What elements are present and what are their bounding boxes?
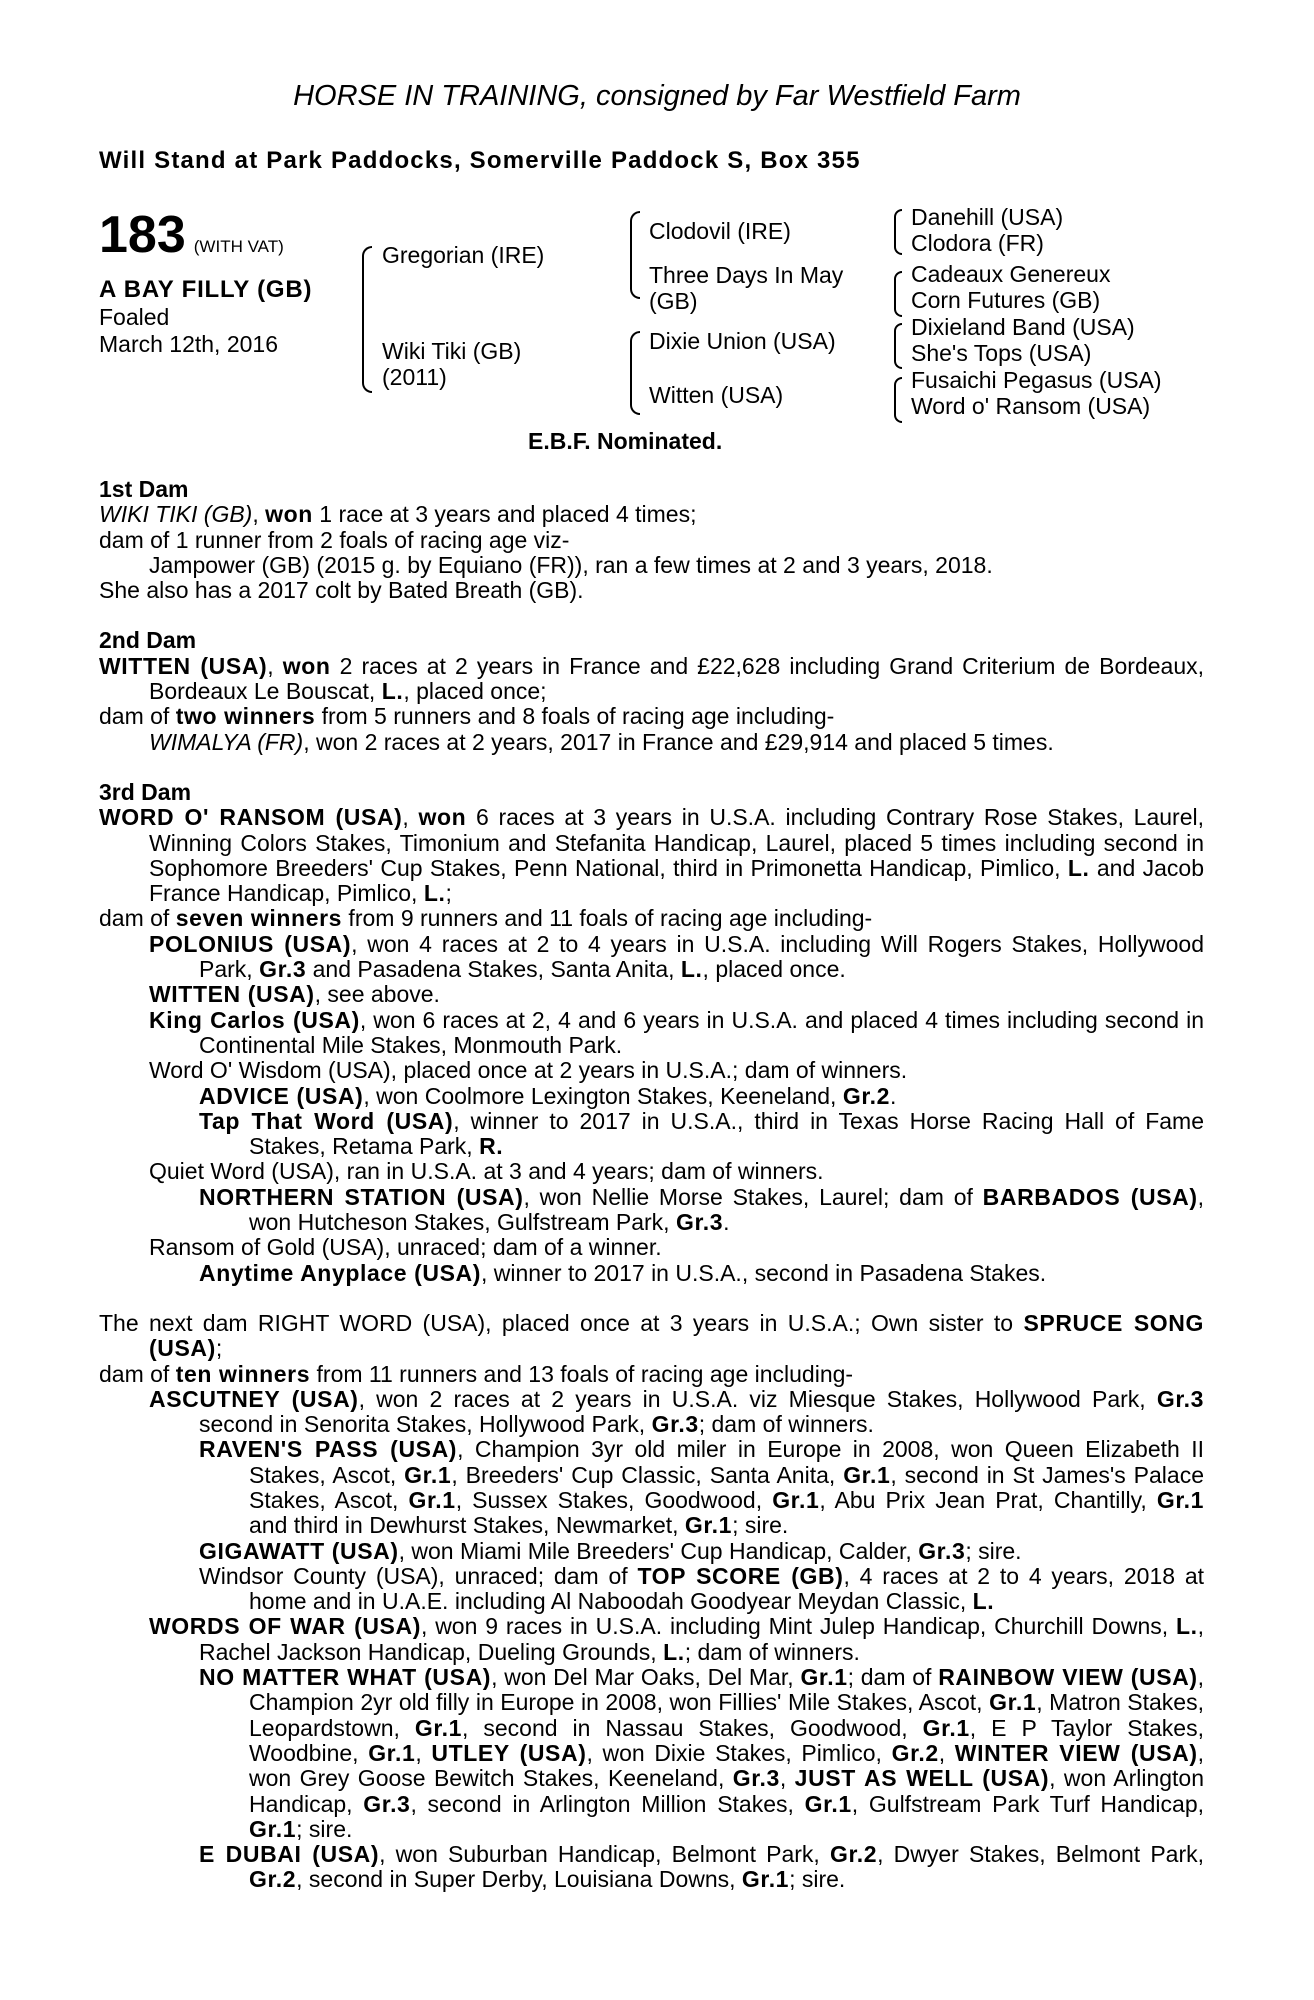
pedigree-dam-year: (2011) — [382, 364, 447, 390]
pedigree-brace-dam — [630, 331, 640, 415]
pedigree-4-1: Danehill (USA) — [911, 204, 1064, 230]
first-dam-produce: dam of 1 runner from 2 foals of racing age viz- — [99, 526, 570, 553]
produce-king-carlos: King Carlos (USA), won 6 races at 2, 4 and 6 years in U.S.A. and placed 4 times including second in Continental Mile Stakes, Monmouth Park. — [149, 1006, 1204, 1058]
pedigree-4-7: Fusaichi Pegasus (USA) — [911, 367, 1162, 393]
produce-anytime-anyplace: Anytime Anyplace (USA), winner to 2017 in U.S.A., second in Pasadena Stakes. — [199, 1259, 1047, 1286]
next-dam-intro: The next dam RIGHT WORD (USA), placed once at 3 years in U.S.A.; Own sister to SPRUCE SONG (USA); — [99, 1309, 1204, 1362]
produce-witten: WITTEN (USA), see above. — [149, 981, 440, 1008]
pedigree-brace-sire — [630, 211, 640, 299]
produce-no-matter-what: NO MATTER WHAT (USA), won Del Mar Oaks, Del Mar, Gr.1; dam of RAINBOW VIEW (USA), Champion 2yr old filly in Europe in 2008, won Fillies' Mile Stakes, Ascot, Gr.1, Matron Stakes, Leopardstown, Gr.1, second in Nassau Stakes, Goodwood, Gr.1, E P Taylor Stakes, Woodbine, Gr.1, UTLEY (USA), won Dixie Stakes, Pimlico, Gr.2, WINTER VIEW (USA), won Grey Goose Bewitch Stakes, Keeneland, Gr.3, JUST AS WELL (USA), won Arlington Handicap, Gr.3, second in Arlington Million Stakes, Gr.1, Gulfstream Park Turf Handicap, Gr.1; sire. — [199, 1664, 1205, 1842]
produce-windsor-county: Windsor County (USA), unraced; dam of TOP SCORE (GB), 4 races at 2 to 4 years, 2018 at home and in U.A.E. including Al Naboodah Goodyear Meydan Classic, L. — [199, 1562, 1205, 1615]
produce-e-dubai: E DUBAI (USA), won Suburban Handicap, Belmont Park, Gr.2, Dwyer Stakes, Belmont Park, Gr.2, second in Super Derby, Louisiana Downs, Gr.1; sire. — [199, 1841, 1204, 1893]
produce-quiet-word: Quiet Word (USA), ran in U.S.A. at 3 and 4 years; dam of winners. — [149, 1158, 824, 1185]
ebf-nominated: E.B.F. Nominated. — [528, 428, 723, 454]
pedigree-dam-dam: Witten (USA) — [649, 382, 784, 408]
pedigree-4-6: She's Tops (USA) — [911, 340, 1092, 366]
first-dam-also: She also has a 2017 colt by Bated Breath (GB). — [99, 577, 584, 604]
second-dam-foal: WIMALYA (FR), won 2 races at 2 years, 2017 in France and £29,914 and placed 5 times. — [149, 728, 1054, 755]
pedigree-brace-4c — [894, 323, 902, 369]
first-dam-heading: 1st Dam — [99, 476, 189, 502]
third-dam-produce: dam of seven winners from 9 runners and 11 foals of racing age including- — [99, 905, 873, 932]
pedigree-sire-sire: Clodovil (IRE) — [649, 218, 791, 244]
pedigree-brace-4b — [894, 271, 902, 317]
pedigree-brace-4a — [894, 209, 902, 255]
lot-number: 183 — [99, 206, 186, 264]
pedigree-4-3: Cadeaux Genereux — [911, 261, 1111, 287]
pedigree-4-2: Clodora (FR) — [911, 230, 1044, 256]
second-dam-heading: 2nd Dam — [99, 627, 197, 654]
foaled-label: Foaled — [99, 304, 170, 330]
second-dam-produce: dam of two winners from 5 runners and 8 foals of racing age including- — [99, 703, 835, 730]
foaled-date: March 12th, 2016 — [99, 331, 279, 357]
produce-northern-station: NORTHERN STATION (USA), won Nellie Morse Stakes, Laurel; dam of BARBADOS (USA), won Hutcheson Stakes, Gulfstream Park, Gr.3. — [199, 1183, 1204, 1236]
stand-location: Will Stand at Park Paddocks, Somerville Paddock S, Box 355 — [99, 147, 861, 174]
pedigree-dam: Wiki Tiki (GB) — [382, 338, 522, 364]
second-dam-record: WITTEN (USA), won 2 races at 2 years in France and £22,628 including Grand Criterium de Bordeaux, Bordeaux Le Bouscat, L., placed once; — [99, 652, 1205, 705]
produce-ravens-pass: RAVEN'S PASS (USA), Champion 3yr old miler in Europe in 2008, won Queen Elizabeth II Stakes, Ascot, Gr.1, Breeders' Cup Classic, Santa Anita, Gr.1, second in St James's Palace Stakes, Ascot, Gr.1, Sussex Stakes, Goodwood, Gr.1, Abu Prix Jean Prat, Chantilly, Gr.1 and third in Dewhurst Stakes, Newmarket, Gr.1; sire. — [199, 1436, 1204, 1539]
catalogue-header: HORSE IN TRAINING, consigned by Far Westfield Farm — [293, 80, 1021, 112]
produce-words-of-war: WORDS OF WAR (USA), won 9 races in U.S.A. including Mint Julep Handicap, Churchill Downs, L., Rachel Jackson Handicap, Dueling Grounds, L.; dam of winners. — [149, 1613, 1205, 1665]
produce-ascutney: ASCUTNEY (USA), won 2 races at 2 years in U.S.A. viz Miesque Stakes, Hollywood Park, Gr.3 second in Senorita Stakes, Hollywood Park, Gr.3; dam of winners. — [149, 1385, 1204, 1438]
first-dam-foal: Jampower (GB) (2015 g. by Equiano (FR)), ran a few times at 2 and 3 years, 2018. — [149, 551, 993, 578]
produce-polonius: POLONIUS (USA), won 4 races at 2 to 4 years in U.S.A. including Will Rogers Stakes, Hollywood Park, Gr.3 and Pasadena Stakes, Santa Anita, L., placed once. — [149, 930, 1204, 983]
pedigree-4-5: Dixieland Band (USA) — [911, 314, 1135, 340]
pedigree-4-4: Corn Futures (GB) — [911, 287, 1101, 313]
produce-gigawatt: GIGAWATT (USA), won Miami Mile Breeders' Cup Handicap, Calder, Gr.3; sire. — [199, 1537, 1022, 1564]
lot-info — [99, 208, 349, 358]
pedigree-sire-dam: Three Days In May — [649, 262, 844, 288]
vat-label: (WITH VAT) — [193, 237, 284, 256]
produce-tap-that-word: Tap That Word (USA), winner to 2017 in U.S.A., third in Texas Horse Racing Hall of Fame Stakes, Retama Park, R. — [199, 1107, 1205, 1160]
pedigree-brace-4d — [894, 377, 902, 423]
produce-ransom-of-gold: Ransom of Gold (USA), unraced; dam of a winner. — [149, 1234, 662, 1261]
lot-name: A BAY FILLY (GB) — [99, 276, 313, 303]
produce-word-o-wisdom: Word O' Wisdom (USA), placed once at 2 years in U.S.A.; dam of winners. — [149, 1057, 908, 1084]
third-dam-record: WORD O' RANSOM (USA), won 6 races at 3 years in U.S.A. including Contrary Rose Stakes, Laurel, Winning Colors Stakes, Timonium and Stefanita Handicap, Laurel, placed 5 times including second in Sophomore Breeders' Cup Stakes, Penn National, third in Primonetta Handicap, Pimlico, L. and Jacob France Handicap, Pimlico, L.; — [99, 804, 1205, 907]
next-dam-produce: dam of ten winners from 11 runners and 13 foals of racing age including- — [99, 1360, 854, 1387]
catalogue-page-text — [99, 477, 1204, 1893]
lot-number-line — [99, 208, 349, 262]
third-dam-heading: 3rd Dam — [99, 778, 192, 805]
pedigree-brace-main — [362, 246, 372, 393]
pedigree-sire-dam-country: (GB) — [649, 288, 698, 314]
pedigree-4-8: Word o' Ransom (USA) — [911, 393, 1151, 419]
first-dam-record: WIKI TIKI (GB), won 1 race at 3 years and placed 4 times; — [99, 501, 697, 528]
pedigree-sire: Gregorian (IRE) — [382, 242, 545, 268]
pedigree-dam-sire: Dixie Union (USA) — [649, 328, 836, 354]
produce-advice: ADVICE (USA), won Coolmore Lexington Stakes, Keeneland, Gr.2. — [199, 1082, 897, 1109]
